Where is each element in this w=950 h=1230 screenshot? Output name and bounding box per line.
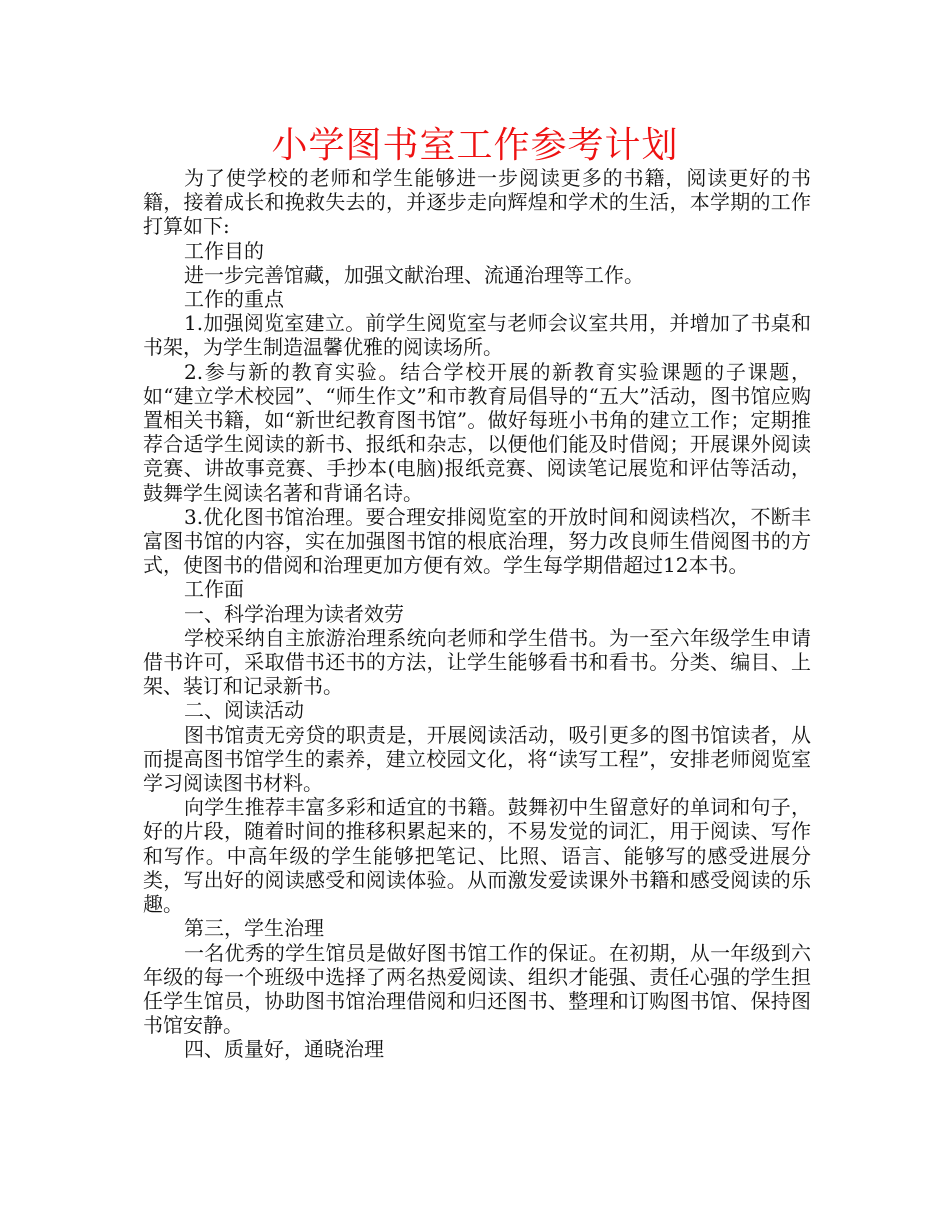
document-title: 小学图书室工作参考计划 — [271, 125, 679, 166]
paragraph-intro: 为了使学校的老师和学生能够进一步阅读更多的书籍，阅读更好的书籍，接着成长和挽救失去的，并逐步走向辉煌和学术的生活，本学期的工作打算如下: — [143, 166, 811, 239]
paragraph-section-2b: 向学生推荐丰富多彩和适宜的书籍。鼓舞初中生留意好的单词和句子，好的片段，随着时间的推移积累起来的，不易发觉的词汇，用于阅读、写作和写作。中高年级的学生能够把笔记、比照、语言、能够写的感受进展分类，写出好的阅读感受和阅读体验。从而激发爱读课外书籍和感受阅读的乐趣。 — [143, 795, 811, 917]
heading-work-focus: 工作的重点 — [184, 287, 284, 312]
heading-section-1: 一、科学治理为读者效劳 — [184, 601, 404, 626]
heading-section-2: 二、阅读活动 — [184, 698, 304, 723]
heading-section-3: 第三，学生治理 — [184, 916, 324, 941]
heading-work-purpose: 工作目的 — [184, 238, 264, 263]
paragraph-focus-1: 1.加强阅览室建立。前学生阅览室与老师会议室共用，并增加了书桌和书架，为学生制造温馨优雅的阅读场所。 — [143, 311, 811, 360]
paragraph-purpose: 进一步完善馆藏，加强文献治理、流通治理等工作。 — [184, 262, 644, 287]
paragraph-focus-3: 3.优化图书馆治理。要合理安排阅览室的开放时间和阅读档次，不断丰富图书馆的内容，实在加强图书馆的根底治理，努力改良师生借阅图书的方式，使图书的借阅和治理更加方便有效。学生每学期借超过12本书。 — [143, 504, 811, 578]
paragraph-section-3: 一名优秀的学生馆员是做好图书馆工作的保证。在初期，从一年级到六年级的每一个班级中选择了两名热爱阅读、组织才能强、责任心强的学生担任学生馆员，协助图书馆治理借阅和归还图书、整理和订购图书馆、保持图书馆安静。 — [143, 940, 811, 1038]
heading-section-4: 四、质量好，通晓治理 — [184, 1037, 384, 1062]
heading-work-areas: 工作面 — [184, 577, 244, 602]
paragraph-focus-2: 2.参与新的教育实验。结合学校开展的新教育实验课题的子课题，如“建立学术校园”、“师生作文”和市教育局倡导的“五大”活动，图书馆应购置相关书籍，如“新世纪教育图书馆”。做好每班小书角的建立工作；定期推荐合适学生阅读的新书、报纸和杂志，以便他们能及时借阅；开展课外阅读竞赛、讲故事竞赛、手抄本(电脑)报纸竞赛、阅读笔记展览和评估等活动，鼓舞学生阅读名著和背诵名诗。 — [143, 359, 811, 505]
document-body — [143, 166, 811, 1062]
paragraph-section-1: 学校采纳自主旅游治理系统向老师和学生借书。为一至六年级学生申请借书许可，采取借书还书的方法，让学生能够看书和看书。分类、编目、上架、装订和记录新书。 — [143, 625, 811, 699]
paragraph-section-2a: 图书馆责无旁贷的职责是，开展阅读活动，吸引更多的图书馆读者，从而提高图书馆学生的素养，建立校园文化，将“读写工程”，安排老师阅览室学习阅读图书材料。 — [143, 722, 811, 796]
